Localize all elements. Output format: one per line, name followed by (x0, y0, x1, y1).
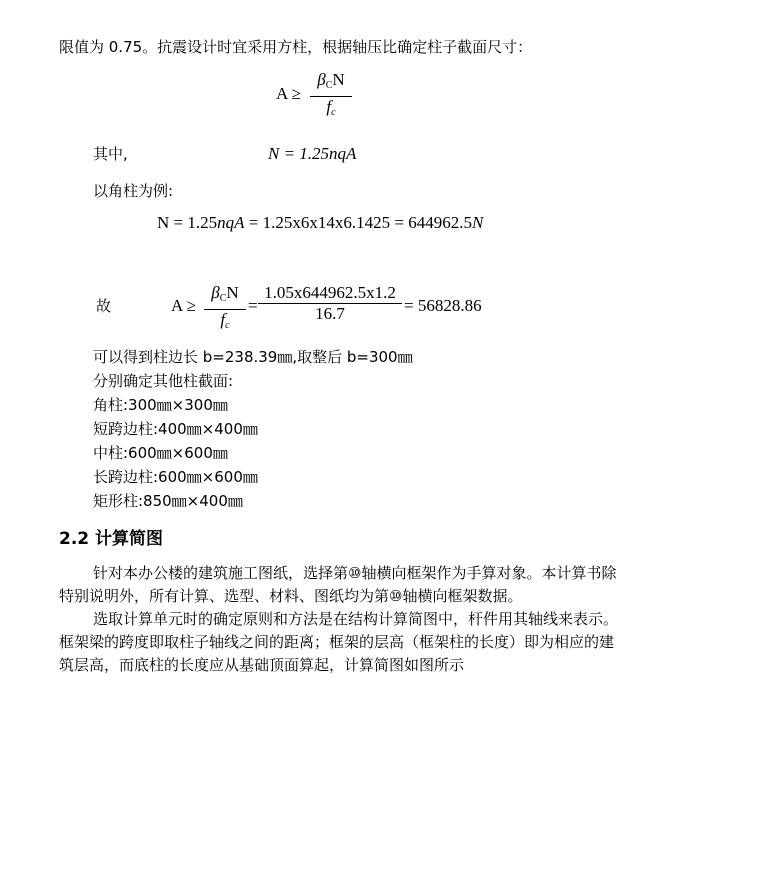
paragraph-line: 选取计算单元时的确定原则和方法是在结构计算简图中，杆件用其轴线来表示。 (93, 610, 619, 628)
corner-example-label: 以角柱为例: (93, 182, 174, 200)
formula4-f: f (220, 310, 226, 329)
paragraph-line: 筑层高，而底柱的长度应从基础顶面算起，计算简图如图所示 (59, 656, 465, 674)
therefore-label: 故 (96, 297, 112, 315)
formula3-rhs: = 1.25x6x14x6.1425 = 644962.5 (244, 213, 472, 232)
formula4-beta-sub: C (219, 293, 227, 304)
formula4-numerator2: 1.05x644962.5x1.2 (264, 283, 396, 302)
paragraph-line: 针对本办公楼的建筑施工图纸，选择第⑩轴横向框架作为手算对象。本计算书除 (93, 564, 617, 582)
list-item: 角柱:300㎜×300㎜ (93, 396, 228, 414)
formula1-lhs: A ≥ (276, 84, 301, 103)
result-line: 可以得到柱边长 b=238.39㎜,取整后 b=300㎜ (93, 348, 413, 366)
section-heading: 2.2 计算简图 (59, 529, 164, 549)
formula3-lhs: N = 1.25 (157, 213, 218, 232)
formula2: N = 1.25nqA (268, 144, 357, 163)
formula4-fraction1 (204, 283, 246, 336)
formula1-denominator (310, 97, 352, 123)
formula4-fraction2 (258, 283, 402, 324)
formula4-numerator1 (204, 283, 246, 309)
formula4-equals: = (248, 296, 258, 315)
formula1-beta-sub: C (325, 80, 333, 91)
formula4-N: N (226, 283, 239, 302)
formula4-denominator2: 16.7 (315, 304, 345, 323)
formula4-lhs: A ≥ (171, 296, 196, 315)
formula1-f: f (326, 97, 332, 116)
formula1-fraction (310, 70, 352, 123)
formula4-beta: β (211, 283, 220, 302)
intro-line: 限值为 0.75。抗震设计时宜采用方柱，根据轴压比确定柱子截面尺寸： (59, 38, 533, 56)
formula1-numerator (310, 70, 352, 96)
list-item: 中柱:600㎜×600㎜ (93, 444, 228, 462)
formula3-unit: N (471, 213, 484, 232)
formula1-N: N (332, 70, 345, 89)
formula3-lhs-var: nqA (217, 213, 245, 232)
formula4-f-sub: c (225, 320, 230, 331)
where-label: 其中, (93, 145, 128, 163)
paragraph-line: 框架梁的跨度即取柱子轴线之间的距离；框架的层高（框架柱的长度）即为相应的建 (59, 633, 615, 651)
formula4-denominator1 (204, 310, 246, 336)
list-item: 长跨边柱:600㎜×600㎜ (93, 468, 258, 486)
formula4-result: = 56828.86 (404, 296, 482, 315)
list-item: 矩形柱:850㎜×400㎜ (93, 492, 243, 510)
list-item: 短跨边柱:400㎜×400㎜ (93, 420, 258, 438)
formula1-beta: β (317, 70, 326, 89)
paragraph-line: 特别说明外，所有计算、选型、材料、图纸均为第⑩轴横向框架数据。 (59, 587, 523, 605)
formula1-f-sub: c (331, 107, 336, 118)
others-intro: 分别确定其他柱截面: (93, 372, 234, 390)
formula3 (157, 213, 483, 233)
